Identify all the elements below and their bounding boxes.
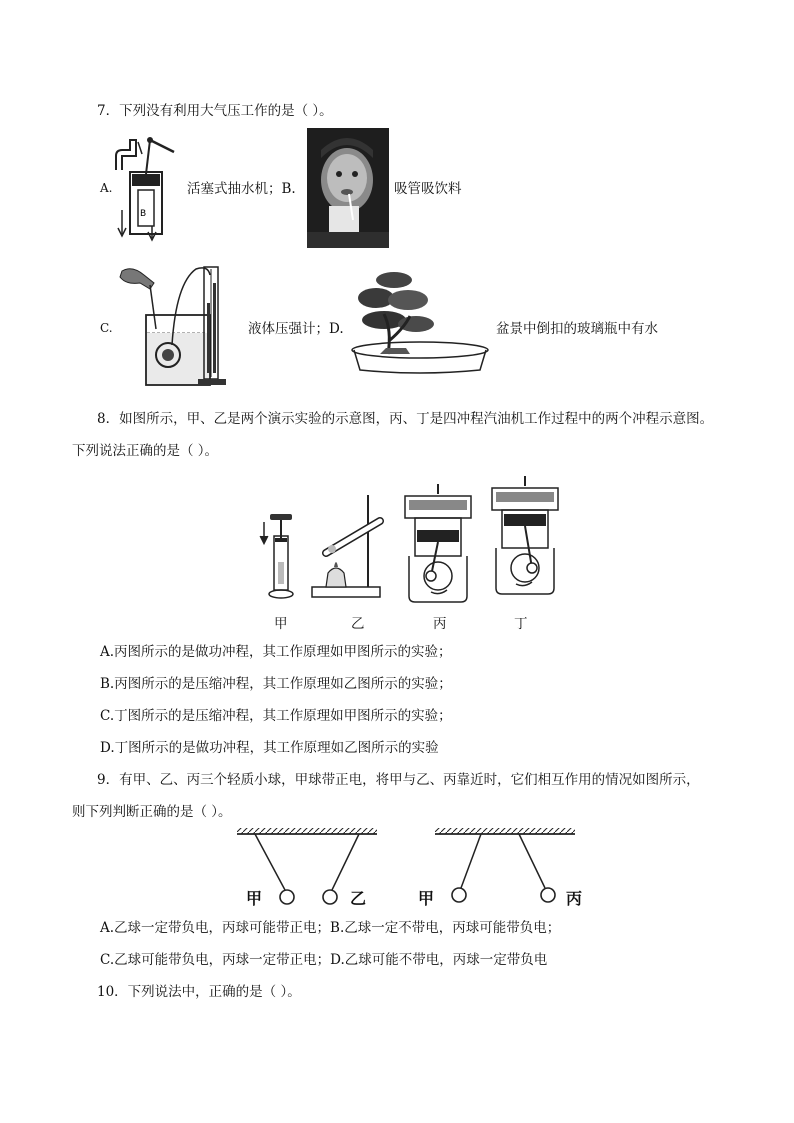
- q8-option-a: A.丙图所示的是做功冲程，其工作原理如甲图所示的实验；: [100, 644, 452, 660]
- q8-stem-line-1: 8．如图所示，甲、乙是两个演示实验的示意图，丙、丁是四冲程汽油机工作过程中的两个冲程示意图。: [97, 411, 714, 427]
- figure-label-bing: 丙: [433, 616, 447, 632]
- bonsai-figure: [350, 270, 490, 380]
- q7-option-a-text: 活塞式抽水机；B.: [187, 181, 296, 197]
- q7-option-d-text: 盆景中倒扣的玻璃瓶中有水: [496, 321, 658, 337]
- q8-stem-line-2: 下列说法正确的是（ ）。: [72, 443, 219, 459]
- straw-drink-photo: [307, 128, 389, 248]
- figure-label-yi: 乙: [351, 616, 365, 632]
- q7-option-b-text: 吸管吸饮料: [394, 181, 462, 197]
- q7-stem: 7．下列没有利用大气压工作的是（ ）。: [97, 103, 333, 119]
- q10-stem: 10．下列说法中，正确的是（ ）。: [97, 984, 301, 1000]
- ball-label-bing: 丙: [566, 889, 583, 908]
- q9-stem-line-2: 则下列判断正确的是（ ）。: [72, 804, 232, 820]
- q9-option-cd: C.乙球可能带负电，丙球一定带正电；D.乙球可能不带电，丙球一定带负电: [100, 952, 548, 968]
- charged-balls-right-figure: [435, 826, 580, 906]
- ball-label-jia-left: 甲: [246, 889, 263, 908]
- q8-option-d: D.丁图所示的是做功冲程，其工作原理如乙图所示的实验: [100, 740, 439, 756]
- test-tube-heating-figure: [310, 491, 390, 601]
- q8-option-b: B.丙图所示的是压缩冲程，其工作原理如乙图所示的实验；: [100, 676, 452, 692]
- q7-option-c-text: 液体压强计；D.: [248, 321, 344, 337]
- ball-label-yi: 乙: [350, 889, 367, 908]
- pressure-gauge-figure: [110, 263, 245, 388]
- piston-pump-figure: [108, 130, 188, 240]
- ball-label-jia-right: 甲: [418, 889, 435, 908]
- q9-stem-line-1: 9．有甲、乙、丙三个轻质小球，甲球带正电，将甲与乙、丙靠近时，它们相互作用的情况如图所示，: [97, 772, 700, 788]
- engine-cylinder-ding-figure: [490, 476, 560, 596]
- q7-option-a-letter: A.: [100, 181, 113, 195]
- air-compression-tube-figure: [256, 508, 306, 603]
- q8-option-c: C.丁图所示的是压缩冲程，其工作原理如甲图所示的实验；: [100, 708, 452, 724]
- svg-text:B: B: [140, 209, 147, 219]
- figure-label-ding: 丁: [514, 616, 528, 632]
- figure-label-jia: 甲: [274, 616, 288, 632]
- q7-option-c-letter: C.: [100, 321, 113, 335]
- engine-cylinder-bing-figure: [403, 484, 473, 604]
- q9-option-ab: A.乙球一定带负电，丙球可能带正电；B.乙球一定不带电，丙球可能带负电；: [100, 920, 561, 936]
